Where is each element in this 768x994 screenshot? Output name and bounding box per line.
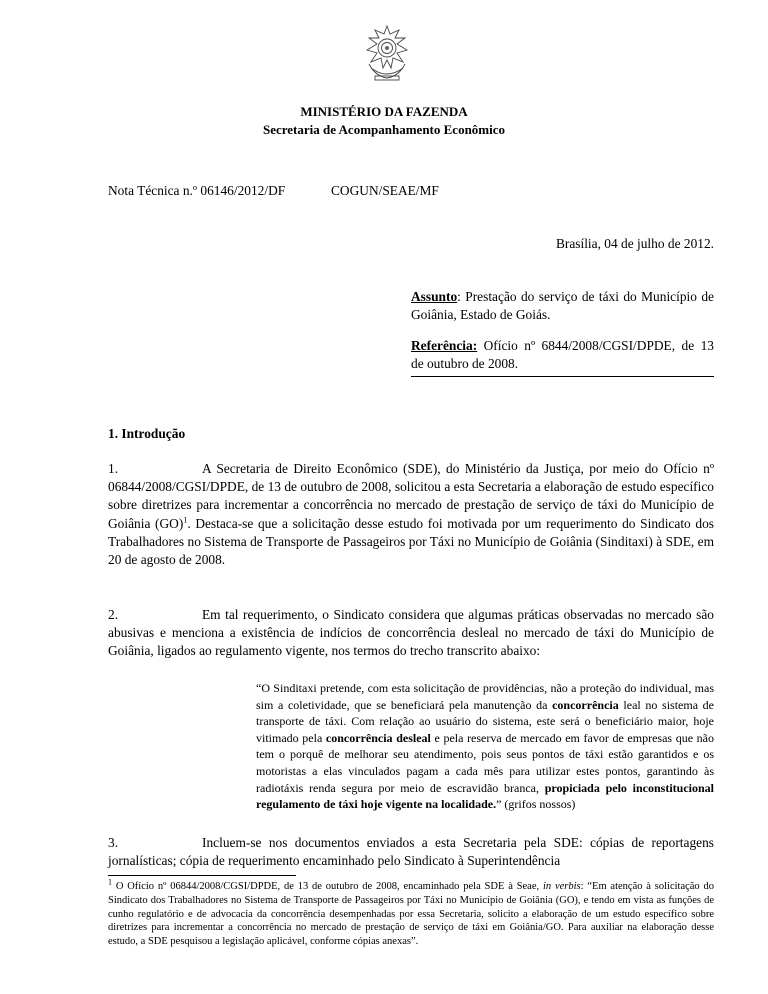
quote-bold: propiciada pelo inconstitucional regulamento de táxi hoje vigente na localidade. (256, 780, 714, 812)
ministry-title: MINISTÉRIO DA FAZENDA (300, 104, 468, 119)
secretariat-title: Secretaria de Acompanhamento Econômico (262, 122, 506, 137)
quote-text: leal no sistema de transporte de táxi. Com relação ao usuário do sistema, este será o beneficiário maior, hoje vitimado pela (256, 697, 715, 745)
reference-text: Ofício nº 6844/2008/CGSI/DPDE, de 13 de outubro de 2008. (411, 338, 714, 371)
department-code: COGUN/SEAE/MF (331, 183, 439, 198)
document-date: Brasília, 04 de julho de 2012. (555, 236, 714, 251)
section-heading: 1. Introdução (108, 426, 186, 441)
footnote-reference: 1 (183, 515, 188, 525)
footnote-divider (108, 875, 296, 876)
paragraph-text: A Secretaria de Direito Econômico (SDE), do Ministério da Justiça, por meio do Ofício nº 06844/2008/CGSI/DPDE, de 13 de outubro de 2008, solicitou a esta Secretaria a elaboração de estudo específico sobre diretrizes para incrementar a concorrência no mercado de prestação de serviço de táxi do Município de Goiânia (GO) (108, 461, 714, 531)
paragraph-text-cont: . Destaca-se que a solicitação desse estudo foi motivada por um requerimento do Sindicato dos Trabalhadores no Sistema de Transporte de Passageiros por Táxi no Município de Goiânia (Sinditaxi) à SDE, em 20 de agosto de 2008. (108, 515, 715, 568)
paragraph-number: 1. (108, 461, 119, 476)
footnote (108, 877, 715, 949)
quote-text: “O Sinditaxi pretende, com esta solicitação de providências, não a proteção do individual, mas sim a coletividade, que se beneficiará pela manutenção da (256, 681, 714, 712)
quote-text: e pela reserva de mercado em favor de empresas que não tem o porquê de melhorar seu atendimento, pois seus pontos de táxi estão garantidos e os motoristas a elas vinculados pagam a cada mês para utilizar estes pontos, garantindo às radiotáxis renda segura por meio de escravidão branca, (256, 730, 714, 795)
paragraph-number: 2. (108, 607, 119, 622)
paragraph-text: Incluem-se nos documentos enviados a esta Secretaria pela SDE: cópias de reportagens jornalísticas; cópia de requerimento encaminhado pelo Sindicato à Superintendência (108, 835, 714, 869)
paragraph-2 (108, 606, 714, 661)
paragraph-text: Em tal requerimento, o Sindicato considera que algumas práticas observadas no mercado são abusivas e menciona a existência de indícios de concorrência desleal no mercado de táxi do Município de Goiânia, ligados ao regulamento vigente, nos termos do trecho transcrito abaixo: (108, 607, 714, 659)
coat-of-arms-seal (361, 24, 413, 82)
footnote-number: 1 (108, 877, 112, 887)
quote-bold: concorrência (552, 697, 619, 712)
block-quote (256, 680, 714, 813)
reference-block (411, 337, 714, 377)
subject-text: : Prestação do serviço de táxi do Município de Goiânia, Estado de Goiás. (411, 289, 714, 322)
nota-tecnica-number: Nota Técnica n.º 06146/2012/DF (108, 183, 286, 198)
paragraph-number: 3. (108, 835, 119, 850)
footnote-text: O Ofício nº 06844/2008/CGSI/DPDE, de 13 de outubro de 2008, encaminhado pela SDE à Seae, (112, 881, 543, 892)
subject-label: Assunto (411, 289, 458, 304)
footnote-italic: in verbis (542, 881, 581, 892)
footnote-text: : “Em atenção à solicitação do Sindicato dos Trabalhadores no Sistema de Transporte de Passageiros por Táxi no Município de Goiânia (GO), e tendo em vista as funções de cunho regulatório e de advocacia da concorrência desempenhadas por essa Secretaria, solicito a elaboração de um estudo específico sobre diretrizes para incrementar a concorrência no mercado de prestação de serviço de táxi em Goiânia/GO. Para auxiliar na elaboração desse estudo, a SDE pesquisou a legislação aplicável, conforme cópias anexas”. (108, 881, 715, 948)
paragraph-1 (108, 460, 714, 569)
reference-label: Referência: (411, 338, 478, 353)
subject-block (411, 288, 714, 324)
quote-bold: concorrência desleal (325, 730, 431, 745)
quote-text: ” (grifos nossos) (496, 797, 576, 812)
paragraph-3 (108, 834, 714, 870)
